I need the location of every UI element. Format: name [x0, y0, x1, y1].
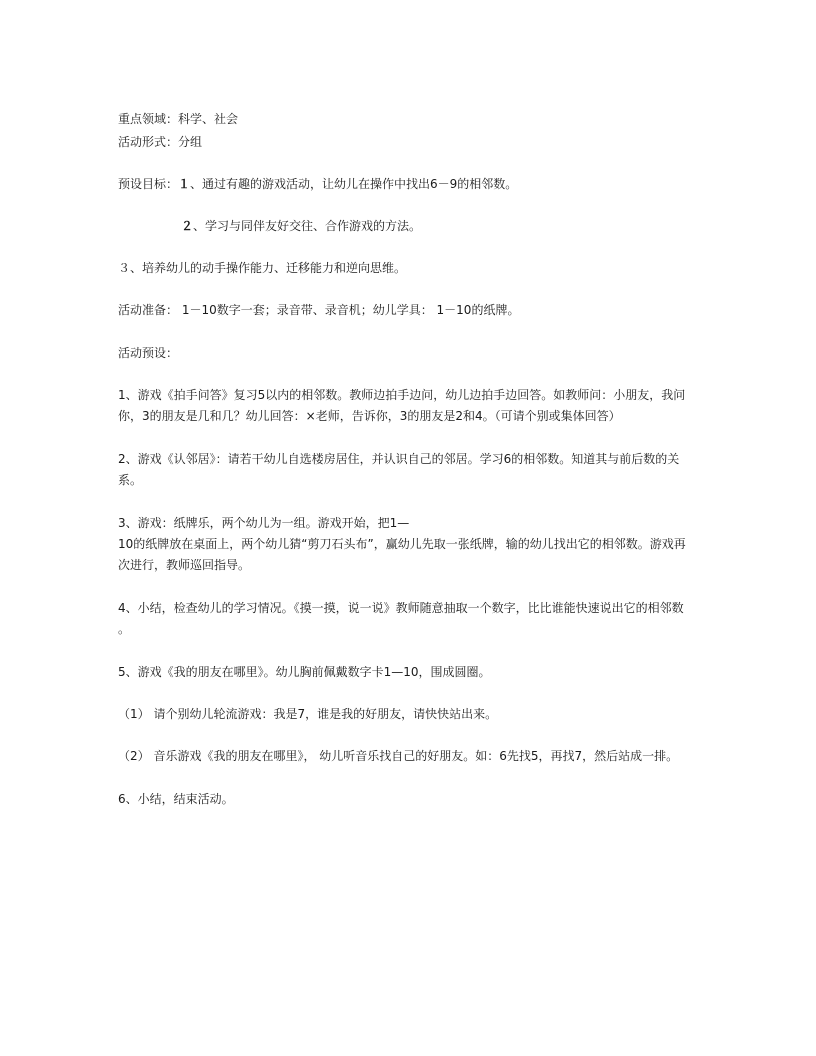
step-5-1-line: （1） 请个别幼儿轮流游戏：我是7，谁是我的好朋友，请快快站出来。 — [118, 707, 498, 721]
goal-1-line — [118, 177, 517, 191]
goal-2-line — [181, 219, 421, 233]
step-5-2-line: （2） 音乐游戏《我的朋友在哪里》， 幼儿听音乐找自己的好朋友。如：6先找5，再找7，然后站成一排。 — [118, 749, 679, 763]
step-1-line-1: 1、游戏《拍手问答》复习5以内的相邻数。教师边拍手边问，幼儿边拍手边回答。如教师问：小朋友，我问 — [118, 388, 686, 402]
goal-1-number: １ — [178, 177, 191, 191]
step-4-line-2: 。 — [118, 622, 131, 636]
goal-2-text: 、学习与同伴友好交往、合作游戏的方法。 — [193, 219, 422, 233]
step-1-line-2: 你，3的朋友是几和几？幼儿回答：×老师，告诉你，3的朋友是2和4。（可请个别或集体回答） — [118, 409, 621, 423]
goal-2-number: ２ — [181, 219, 194, 233]
goal-3-line: ３、培养幼儿的动手操作能力、迁移能力和逆向思维。 — [118, 261, 407, 275]
step-3-line-2: 10的纸牌放在桌面上，两个幼儿猜“剪刀石头布”，赢幼儿先取一张纸牌，输的幼儿找出它的相邻数。游戏再 — [118, 537, 686, 551]
goal-1-text: 、通过有趣的游戏活动，让幼儿在操作中找出6－9的相邻数。 — [190, 177, 518, 191]
step-5-line: 5、游戏《我的朋友在哪里》。幼儿胸前佩戴数字卡1—10，围成圆圈。 — [118, 665, 491, 679]
focus-domain-line: 重点领域：科学、社会 — [118, 112, 239, 126]
step-4-line-1: 4、小结，检查幼儿的学习情况。《摸一摸，说一说》教师随意抽取一个数字，比比谁能快速说出它的相邻数 — [118, 601, 684, 615]
preparation-line: 活动准备： 1－10数字一套；录音带、录音机；幼儿学具： 1－10的纸牌。 — [118, 303, 520, 317]
step-3-line-3: 次进行，教师巡回指导。 — [118, 558, 251, 572]
activity-form-line: 活动形式：分组 — [118, 135, 203, 149]
step-3-line-1: 3、游戏：纸牌乐，两个幼儿为一组。游戏开始，把1— — [118, 516, 410, 530]
step-2-line-2: 系。 — [118, 473, 143, 487]
goals-label: 预设目标： — [118, 177, 179, 191]
procedure-label: 活动预设： — [118, 346, 179, 360]
step-2-line-1: 2、游戏《认邻居》：请若干幼儿自选楼房居住，并认识自己的邻居。学习6的相邻数。知道其与前后数的关 — [118, 452, 680, 466]
step-6-line: 6、小结，结束活动。 — [118, 792, 234, 806]
